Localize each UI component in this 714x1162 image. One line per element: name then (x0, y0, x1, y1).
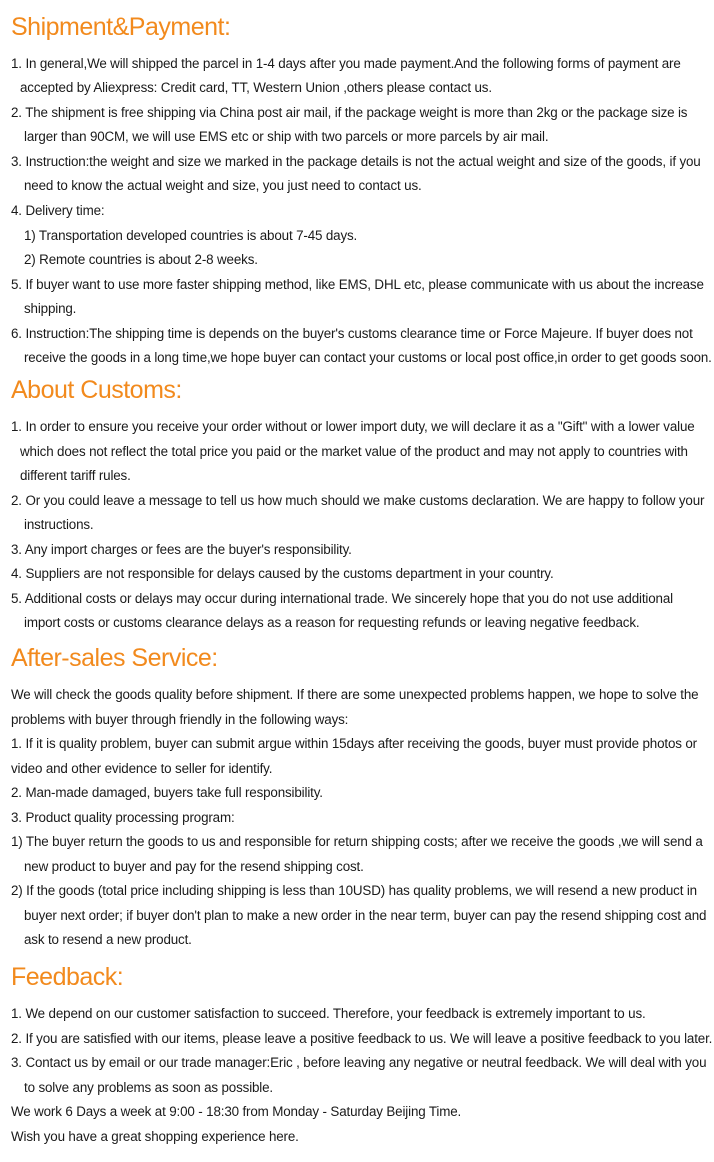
shipment-line: receive the goods in a long time,we hope buyer can contact your customs or local post office,in order to get goods soon. (24, 350, 712, 365)
aftersales-line: buyer next order; if buyer don't plan to make a new order in the near term, buyer can pay the resend shipping cost and (24, 908, 707, 923)
customs-line: which does not reflect the total price you paid or the market value of the product and may not apply to countries with (20, 444, 688, 459)
aftersales-line: 1) The buyer return the goods to us and responsible for return shipping costs; after we receive the goods ,we will send a (11, 834, 703, 849)
feedback-line: We work 6 Days a week at 9:00 - 18:30 from Monday - Saturday Beijing Time. (11, 1104, 462, 1119)
shipment-line: 3. Instruction:the weight and size we marked in the package details is not the actual weight and size of the goods, if you (11, 154, 701, 169)
shipment-line: 5. If buyer want to use more faster shipping method, like EMS, DHL etc, please communicate with us about the increase (11, 277, 704, 292)
customs-heading: About Customs: (11, 376, 182, 404)
feedback-line: 2. If you are satisfied with our items, please leave a positive feedback to us. We will leave a positive feedback to you later. (11, 1031, 713, 1046)
customs-line: 5. Additional costs or delays may occur during international trade. We sincerely hope that you do not use additional (11, 591, 673, 606)
aftersales-line: video and other evidence to seller for identify. (11, 761, 273, 776)
shipment-heading: Shipment&Payment: (11, 13, 231, 41)
aftersales-line: problems with buyer through friendly in the following ways: (11, 712, 349, 727)
aftersales-line: ask to resend a new product. (24, 932, 192, 947)
customs-line: 2. Or you could leave a message to tell us how much should we make customs declaration. We are happy to follow your (11, 493, 705, 508)
shipment-line: 2) Remote countries is about 2-8 weeks. (24, 252, 258, 267)
feedback-line: 3. Contact us by email or our trade manager:Eric , before leaving any negative or neutral feedback. We will deal with you (11, 1055, 707, 1070)
aftersales-line: 1. If it is quality problem, buyer can submit argue within 15days after receiving the goods, buyer must provide photos or (11, 736, 697, 751)
shipment-line: 6. Instruction:The shipping time is depends on the buyer's customs clearance time or Force Majeure. If buyer does not (11, 326, 693, 341)
aftersales-line: We will check the goods quality before shipment. If there are some unexpected problems happen, we hope to solve the (11, 687, 699, 702)
shipment-line: 1. In general,We will shipped the parcel in 1-4 days after you made payment.And the following forms of payment are (11, 56, 681, 71)
customs-line: 3. Any import charges or fees are the buyer's responsibility. (11, 542, 352, 557)
shipment-line: 4. Delivery time: (11, 203, 105, 218)
customs-line: instructions. (24, 517, 94, 532)
feedback-line: Wish you have a great shopping experience here. (11, 1129, 299, 1144)
aftersales-line: 3. Product quality processing program: (11, 810, 235, 825)
aftersales-line: new product to buyer and pay for the resend shipping cost. (24, 859, 364, 874)
customs-line: different tariff rules. (20, 468, 131, 483)
shipment-line: 2. The shipment is free shipping via China post air mail, if the package weight is more than 2kg or the package size is (11, 105, 688, 120)
shipment-line: larger than 90CM, we will use EMS etc or ship with two parcels or more parcels by air mail. (24, 129, 549, 144)
shipment-line: 1) Transportation developed countries is about 7-45 days. (24, 228, 358, 243)
shipment-line: shipping. (24, 301, 77, 316)
aftersales-line: 2. Man-made damaged, buyers take full responsibility. (11, 785, 323, 800)
feedback-line: 1. We depend on our customer satisfaction to succeed. Therefore, your feedback is extremely important to us. (11, 1006, 646, 1021)
aftersales-heading: After-sales Service: (11, 644, 218, 672)
shipment-line: accepted by Aliexpress: Credit card, TT, Western Union ,others please contact us. (20, 80, 492, 95)
feedback-line: to solve any problems as soon as possible. (24, 1080, 274, 1095)
feedback-heading: Feedback: (11, 963, 124, 991)
customs-line: 1. In order to ensure you receive your order without or lower import duty, we will declare it as a "Gift" with a lower value (11, 419, 695, 434)
shipment-line: need to know the actual weight and size, you just need to contact us. (24, 178, 422, 193)
customs-line: import costs or customs clearance delays as a reason for requesting refunds or leaving negative feedback. (24, 615, 640, 630)
customs-line: 4. Suppliers are not responsible for delays caused by the customs department in your country. (11, 566, 554, 581)
aftersales-line: 2) If the goods (total price including shipping is less than 10USD) has quality problems, we will resend a new product in (11, 883, 697, 898)
